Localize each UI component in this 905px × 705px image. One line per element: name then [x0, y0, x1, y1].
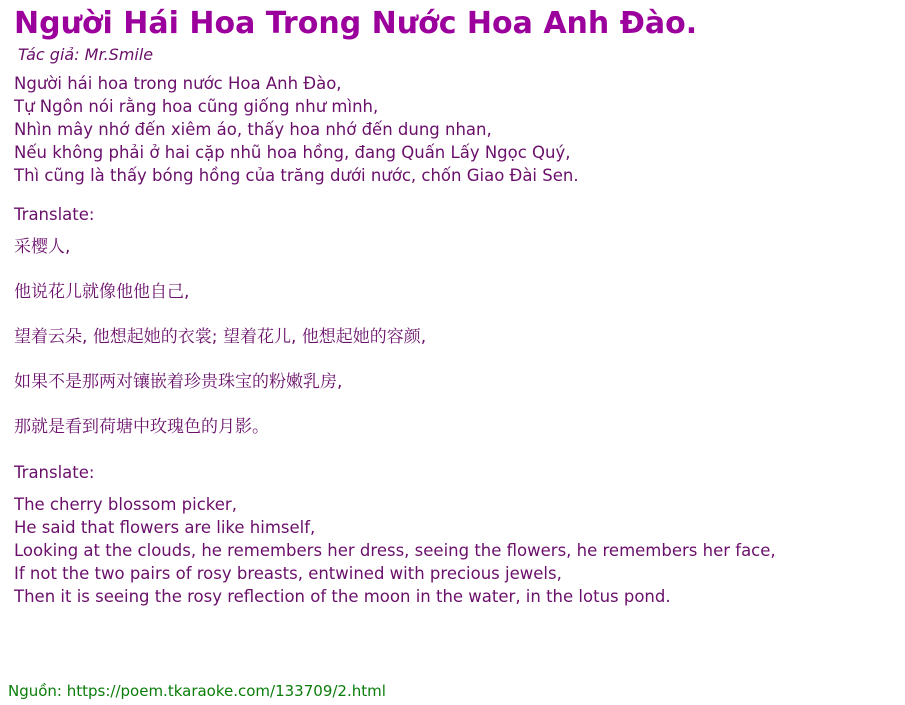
- poem-chinese-line: 如果不是那两对镶嵌着珍贵珠宝的粉嫩乳房,: [14, 372, 343, 392]
- poem-line: Then it is seeing the rosy reflection of the moon in the water, in the lotus pond.: [14, 587, 671, 606]
- poem-english: [0, 493, 905, 608]
- poem-chinese-line: 那就是看到荷塘中玫瑰色的月影。: [14, 417, 269, 437]
- poem-line: Người hái hoa trong nước Hoa Anh Đào,: [14, 74, 342, 93]
- poem-chinese-line: 采樱人,: [14, 237, 71, 257]
- author-line: Tác giả: Mr.Smile: [18, 45, 154, 64]
- source-link[interactable]: Nguồn: https://poem.tkaraoke.com/133709/2.html: [8, 682, 386, 700]
- poem-chinese-line: 望着云朵, 他想起她的衣裳; 望着花儿, 他想起她的容颜,: [14, 327, 427, 347]
- translate-label-english: Translate:: [14, 463, 95, 482]
- poem-line: Looking at the clouds, he remembers her dress, seeing the flowers, he remembers her face,: [14, 541, 776, 560]
- spacer: [0, 484, 905, 493]
- poem-chinese-line: 他说花儿就像他他自己,: [14, 282, 190, 302]
- poem-line: The cherry blossom picker,: [14, 495, 237, 514]
- poem-line: Nhìn mây nhớ đến xiêm áo, thấy hoa nhớ đến dung nhan,: [14, 120, 492, 139]
- poem-line: He said that flowers are like himself,: [14, 518, 316, 537]
- spacer: [0, 187, 905, 203]
- translate-label-chinese: Translate:: [14, 205, 95, 224]
- page-title: Người Hái Hoa Trong Nước Hoa Anh Đào.: [14, 6, 698, 41]
- poem-vietnamese: [0, 66, 905, 187]
- poem-line: If not the two pairs of rosy breasts, entwined with precious jewels,: [14, 564, 562, 583]
- poem-line: Nếu không phải ở hai cặp nhũ hoa hồng, đang Quấn Lấy Ngọc Quý,: [14, 143, 571, 162]
- poem-line: Thì cũng là thấy bóng hồng của trăng dưới nước, chốn Giao Đài Sen.: [14, 166, 579, 185]
- poem-line: Tự Ngôn nói rằng hoa cũng giống như mình,: [14, 97, 379, 116]
